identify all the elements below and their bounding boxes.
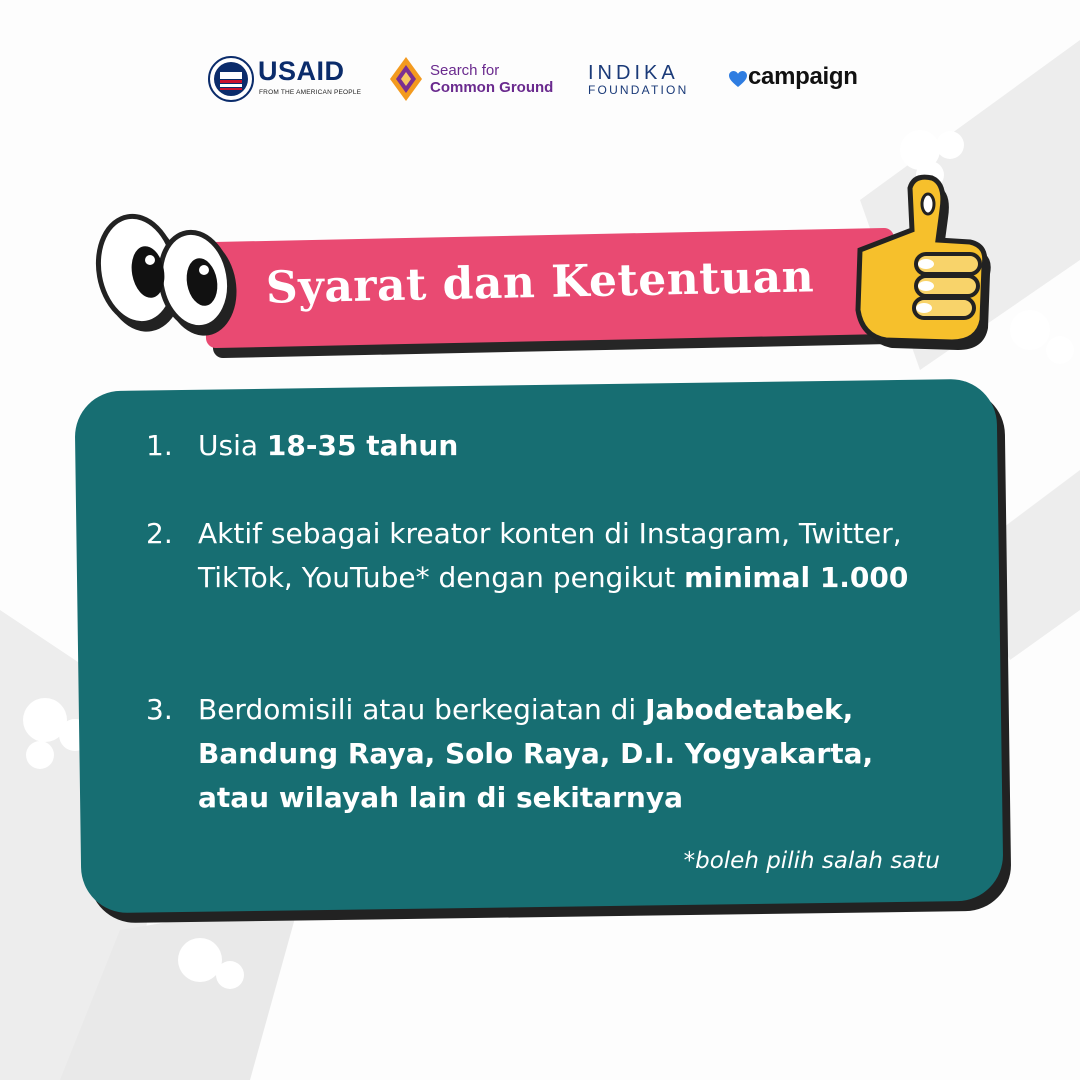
- text-regular: Usia: [198, 429, 267, 462]
- list-item-text: [198, 424, 938, 468]
- indika-line2: FOUNDATION: [588, 83, 689, 97]
- list-item-number: 2.: [146, 517, 173, 550]
- usaid-tagline: FROM THE AMERICAN PEOPLE: [259, 89, 362, 96]
- text-regular: Berdomisili atau berkegiatan di: [198, 693, 646, 726]
- page-title: Syarat dan Ketentuan: [265, 251, 815, 314]
- text-bold: Jabodetabek, Bandung Raya, Solo Raya, D.I. Yogyakarta, atau wilayah lain di sekitarnya: [198, 693, 874, 814]
- list-item-text: [198, 512, 938, 600]
- list-item-number: 1.: [146, 429, 173, 462]
- usaid-wordmark: USAID: [258, 56, 345, 86]
- sfcg-line2: Common Ground: [430, 79, 554, 96]
- indika-line1: INDIKA: [588, 62, 679, 84]
- list-item-number: 3.: [146, 693, 173, 726]
- text-regular: Aktif sebagai kreator konten di Instagram, Twitter, TikTok, YouTube* dengan pengikut: [198, 517, 902, 594]
- text-bold: minimal 1.000: [684, 561, 909, 594]
- text-bold: 18-35 tahun: [266, 429, 459, 462]
- sfcg-line1: Search for: [430, 62, 500, 79]
- campaign-wordmark: campaign: [748, 63, 858, 90]
- list-item-text: [198, 688, 938, 820]
- footnote: *boleh pilih salah satu: [683, 848, 940, 874]
